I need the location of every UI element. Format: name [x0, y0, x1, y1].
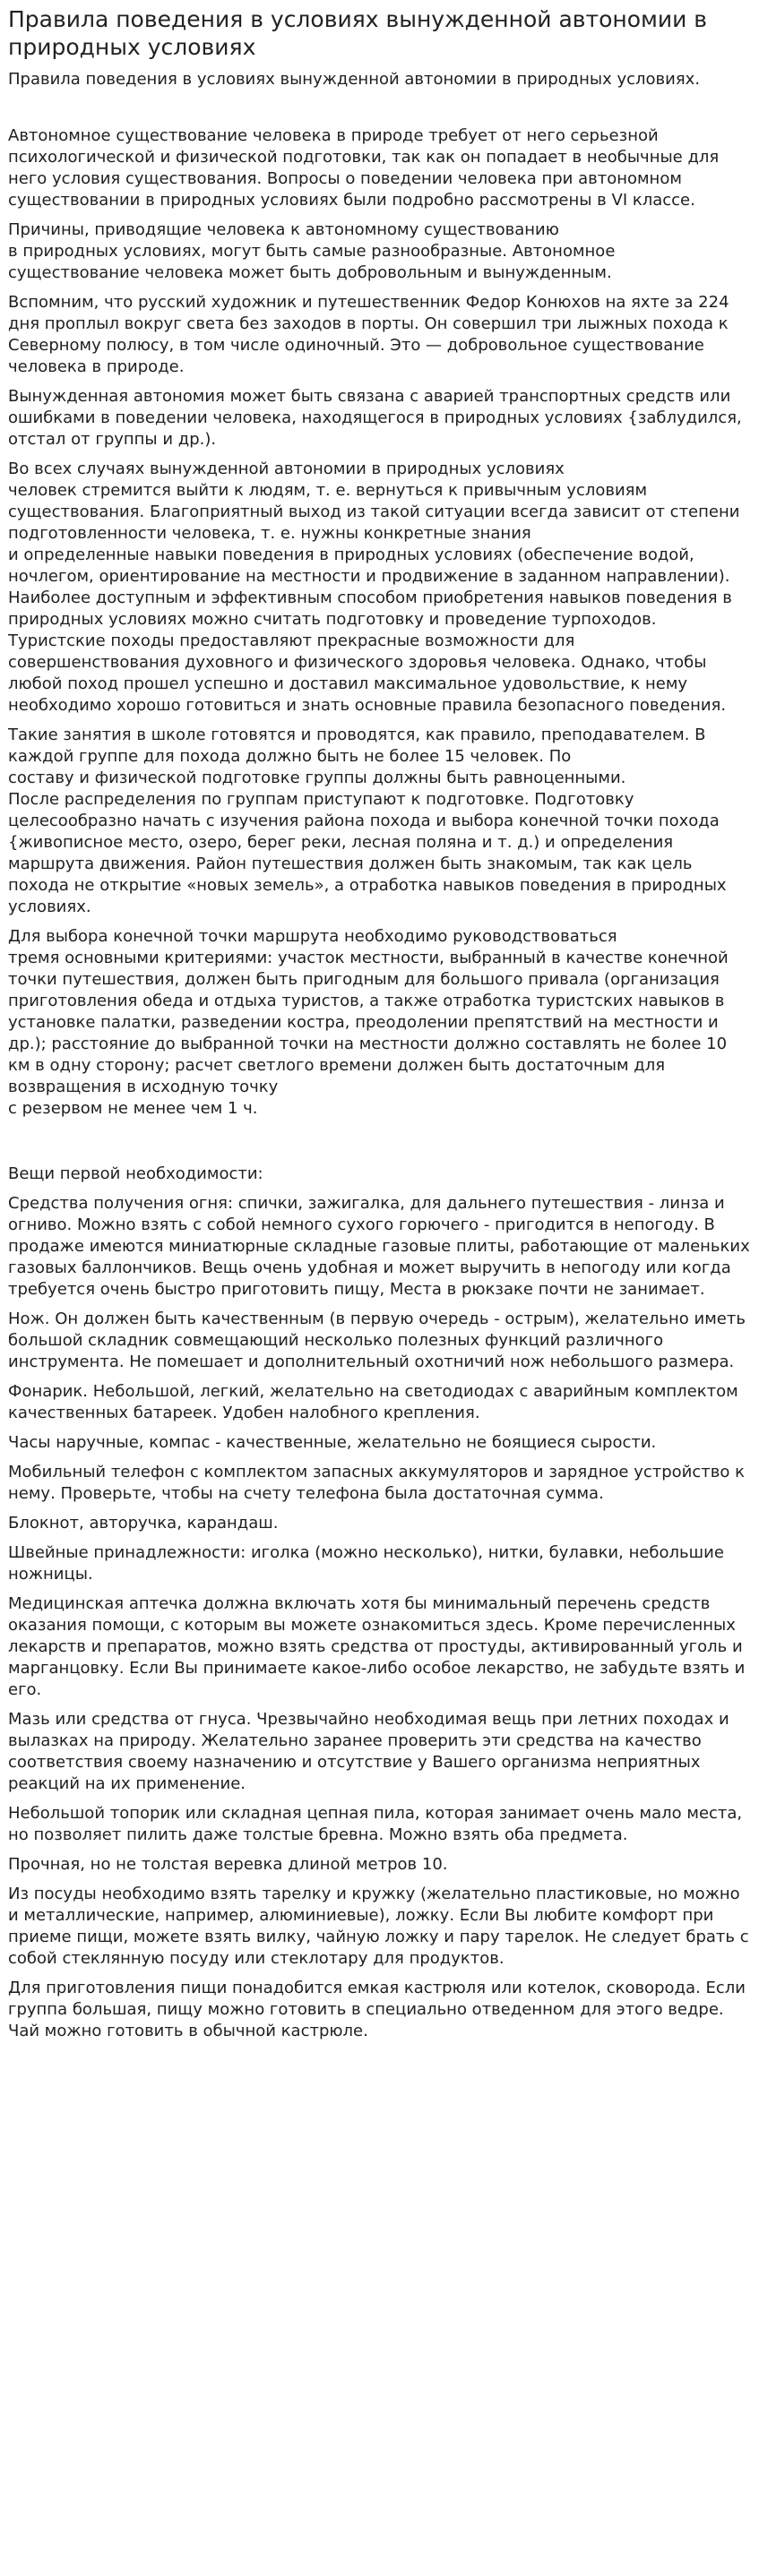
list-item: Нож. Он должен быть качественным (в первую очередь - острым), желательно иметь большой складник совмещающий несколько полезных функций различного инструмента. Не помешает и дополнительный охотничий нож небольшого размера. [8, 1309, 746, 1371]
list-item: Из посуды необходимо взять тарелку и кружку (желательно пластиковые, но можно и металлические, например, алюминиевые), ложку. Если Вы любите комфорт при приеме пищи, можете взять вилку, чайную ложку и пару тарелок. Не следует брать с собой стеклянную посуду или стеклотару для продуктов. [8, 1885, 749, 1968]
section-heading: Вещи первой необходимости: [8, 1164, 263, 1183]
list-item: Мазь или средства от гнуса. Чрезвычайно необходимая вещь при летних походах и вылазках на природу. Желательно заранее проверить эти средства на качество соответствия своему назначению и отсутствие у Вашего организма неприятных реакций на их применение. [8, 1710, 729, 1793]
paragraph: Вынужденная автономия может быть связана с аварией транспортных средств или ошибками в поведении человека, находящегося в природных условиях {заблудился, отстал от группы и др.). [8, 387, 742, 449]
list-item: Прочная, но не толстая веревка длиной метров 10. [8, 1855, 448, 1874]
list-item: Фонарик. Небольшой, легкий, желательно на светодиодах с аварийным комплектом качественных батареек. Удобен налобного крепления. [8, 1382, 738, 1422]
spacer [8, 99, 751, 125]
article-intro: Правила поведения в условиях вынужденной автономии в природных условиях. [8, 70, 701, 89]
paragraph: Причины, приводящие человека к автономному существованию в природных условиях, могут быть самые разнообразные. Автономное существование человека может быть добровольным и вынужденным. [8, 220, 616, 282]
list-item: Блокнот, авторучка, карандаш. [8, 1514, 279, 1533]
spacer [8, 1128, 751, 1163]
paragraph: Такие занятия в школе готовятся и проводятся, как правило, преподавателем. В каждой группе для похода должно быть не более 15 человек. По составу и физической подготовке группы должны быть равноценными. После распределения по группам приступают к подготовке. Подготовку целесообразно начать с изучения района похода и выбора конечной точки похода {живописное место, озеро, берег реки, лесная поляна и т. д.) и определения маршрута движения. Район путешествия должен быть знакомым, так как цель похода не открытие «новых земель», а отработка навыков поведения в природных условиях. [8, 726, 727, 916]
list-item: Швейные принадлежности: иголка (можно несколько), нитки, булавки, небольшие ножницы. [8, 1543, 724, 1584]
list-item: Медицинская аптечка должна включать хотя бы минимальный перечень средств оказания помощи, с которым вы можете ознакомиться здесь. Кроме перечисленных лекарств и препаратов, можно взять средства от простуды, активированный уголь и марганцовку. Если Вы принимаете какое-либо особое лекарство, не забудьте взять и его. [8, 1594, 746, 1699]
paragraph: Для выбора конечной точки маршрута необходимо руководствоваться тремя основными критериями: участок местности, выбранный в качестве конечной точки путешествия, должен быть пригодным для большого привала (организация приготовления обеда и отдыха туристов, а также отработка туристских навыков в установке палатки, разведении костра, преодолении препятствий на местности и др.); расстояние до выбранной точки на местности должно составлять не более 10 км в одну сторону; расчет светлого времени должен быть достаточным для возвращения в исходную точку с резервом не менее чем 1 ч. [8, 927, 729, 1118]
list-item: Средства получения огня: спички, зажигалка, для дальнего путешествия - линза и огниво. Можно взять с собой немного сухого горючего - пригодится в непогоду. В продаже имеются миниатюрные складные газовые плиты, работающие от маленьких газовых баллончиков. Вещь очень удобная и может выручить в непогоду или когда требуется очень быстро приготовить пищу, Места в рюкзаке почти не занимает. [8, 1194, 750, 1299]
list-item: Небольшой топорик или складная цепная пила, которая занимает очень мало места, но позволяет пилить даже толстые бревна. Можно взять оба предмета. [8, 1804, 743, 1844]
list-item: Часы наручные, компас - качественные, желательно не боящиеся сырости. [8, 1433, 657, 1452]
page-title: Правила поведения в условиях вынужденной автономии в природных условиях [8, 6, 708, 60]
paragraph: Во всех случаях вынужденной автономии в природных условиях человек стремится выйти к людям, т. е. вернуться к привычным условиям существования. Благоприятный выход из такой ситуации всегда зависит от степени подготовленности человека, т. е. нужны конкретные знания и определенные навыки поведения в природных условиях (обеспечение водой, ночлегом, ориентирование на местности и продвижение в заданном направлении). Наиболее доступным и эффективным способом приобретения навыков поведения в природных условиях можно считать подготовку и проведение турпоходов. Туристские походы предоставляют прекрасные возможности для совершенствования духовного и физического здоровья человека. Однако, чтобы любой поход прошел успешно и доставил максимальное удовольствие, к нему необходимо хорошо готовиться и знать основные правила безопасного поведения. [8, 459, 740, 715]
list-item: Мобильный телефон с комплектом запасных аккумуляторов и зарядное устройство к нему. Проверьте, чтобы на счету телефона была достаточная сумма. [8, 1463, 745, 1503]
paragraph: Автономное существование человека в природе требует от него серьезной психологической и физической подготовки, так как он попадает в необычные для него условия существования. Вопросы о поведении человека при автономном существовании в природных условиях были подробно рассмотрены в VI классе. [8, 126, 720, 210]
list-item: Для приготовления пищи понадобится емкая кастрюля или котелок, сковорода. Если группа большая, пищу можно готовить в специально отведенном для этого ведре. Чай можно готовить в обычной кастрюле. [8, 1979, 746, 2040]
paragraph: Вспомним, что русский художник и путешественник Федор Конюхов на яхте за 224 дня проплыл вокруг света без заходов в порты. Он совершил три лыжных похода к Северному полюсу, в том числе одиночный. Это — добровольное существование человека в природе. [8, 293, 729, 376]
